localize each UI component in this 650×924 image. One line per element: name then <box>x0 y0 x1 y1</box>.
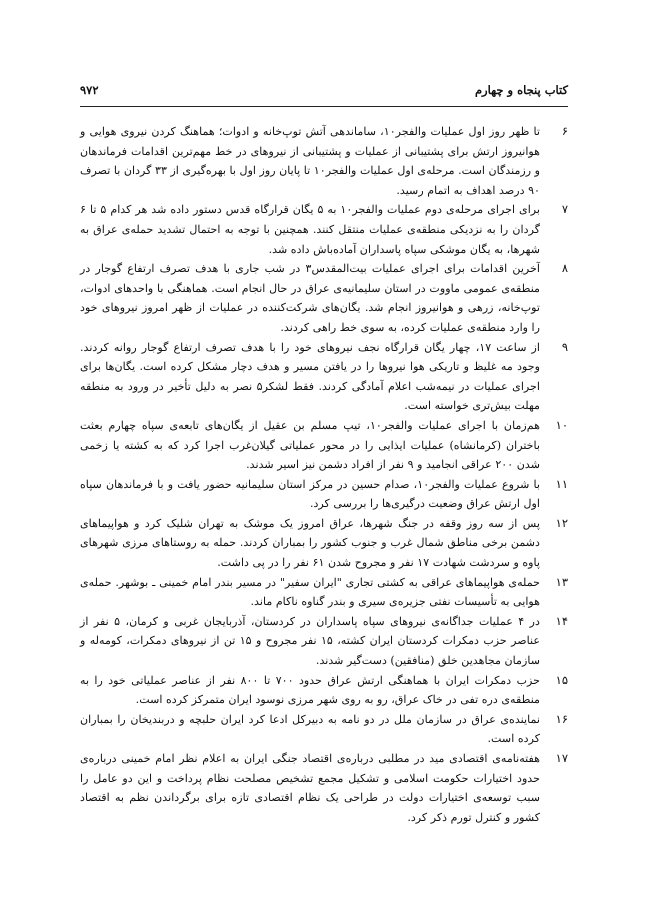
note-number: ۱۷ <box>555 751 568 765</box>
note-number: ۸ <box>561 261 568 276</box>
note-7 <box>80 200 568 259</box>
note-text: حمله‌ی هواپیماهای عراقی به کشتی تجاری "ایران سفیر" در مسیر بندر امام خمینی ـ بوشهر. حمله‌ی هوایی به تأسیسات نفتی جزیره‌ی سیری و بندر گناوه ناکام ماند. <box>80 575 540 609</box>
note-11 <box>80 475 568 514</box>
note-text: تا ظهر روز اول عملیات والفجر۱۰، ساماندهی آتش توپ‌خانه و ادوات؛ هماهنگ کردن نیروی هوایی و هوانیروز ارتش برای پشتیبانی از عملیات و پشتیبانی از نیروهای در خط مهم‌ترین اقدامات فرماندهان و رزمندگان است. مرحله‌ی اول عملیات والفجر۱۰ تا پایان روز اول با بهره‌گیری از ۳۳ گردان با تصرف ۹۰ درصد اهداف به اتمام رسید. <box>80 125 541 197</box>
note-number: ۱۵ <box>555 672 568 687</box>
note-number: ۱۲ <box>555 515 568 530</box>
note-17 <box>80 749 568 827</box>
note-text: نماینده‌ی عراق در سازمان ملل در دو نامه به دبیرکل ادعا کرد ایران حلبچه و دربندیخان را بمباران کرده است. <box>80 712 540 746</box>
note-10 <box>80 416 568 475</box>
note-number: ۷ <box>561 202 568 217</box>
note-text: هم‌زمان با اجرای عملیات والفجر۱۰، تیپ مسلم بن عقیل از یگان‌های تابعه‌ی سپاه چهارم بعثت باختران (کرمانشاه) عملیات ایذایی را در محور عملیاتی گیلان‌غرب اجرا کرد که به کشته یا زخمی شدن ۲۰۰ عراقی انجامید و ۹ نفر از افراد دشمن نیز اسیر شدند. <box>80 418 540 472</box>
page-number: ۹۷۲ <box>80 83 99 97</box>
note-number: ۹ <box>561 339 568 354</box>
note-number: ۶ <box>561 124 568 138</box>
note-text: هفته‌نامه‌ی اقتصادی مید در مطلبی درباره‌ی اقتصاد جنگی ایران به اعلام نظر امام خمینی درباره‌ی حدود اختیارات حکومت اسلامی و تشکیل مجمع تشخیص مصلحت نظام پرداخت و این دو عامل را سبب توسعه‌ی اختیارات دولت در طراحی یک نظام اقتصادی تازه برای برگرداندن نظم به اقتصاد کشور و کنترل تورم ذکر کرد. <box>80 752 540 824</box>
note-text: حزب دمکرات ایران با هماهنگی ارتش عراق حدود ۷۰۰ تا ۸۰۰ نفر از عناصر عملیاتی خود را به منطقه‌ی دره تفی در خاک عراق، رو به روی شهر مرزی نوسود ایران متمرکز کرده است. <box>80 673 540 707</box>
note-15 <box>80 671 568 710</box>
note-text: پس از سه روز وقفه در جنگ شهرها، عراق امروز یک موشک به تهران شلیک کرد و هواپیماهای دشمن برخی مناطق شمال غرب و جنوب کشور را بمباران کردند. حمله به روستاهای مرزی شهرهای پاوه و سردشت شهادت ۱۷ نفر و مجروح شدن ۶۱ نفر را در پی داشت. <box>80 516 540 570</box>
note-12 <box>80 514 568 573</box>
note-text: در ۴ عملیات جداگانه‌ی نیروهای سپاه پاسداران در کردستان، آذربایجان غربی و کرمان، ۵ نفر از عناصر حزب دمکرات کردستان ایران کشته، ۱۵ نفر مجروح و ۱۵ تن از نیروهای دمکرات، کومه‌له و سازمان مجاهدین خلق (منافقین) دست‌گیر شدند. <box>80 614 540 668</box>
note-13 <box>80 573 568 612</box>
page-header <box>80 80 568 100</box>
note-number: ۱۴ <box>555 613 568 628</box>
note-8 <box>80 259 568 337</box>
note-14 <box>80 612 568 671</box>
note-number: ۱۱ <box>555 476 568 491</box>
note-text: از ساعت ۱۷، چهار یگان قرارگاه نجف نیروهای خود را با هدف تصرف ارتفاع گوجار روانه کردند. وجود مه غلیظ و تاریکی هوا نیروها را در یافتن مسیر و هدف دچار مشکل کرده است. یگان‌ها برای اجرای عملیات در نیمه‌شب اعلام آمادگی کردند. فقط لشکر۵ نصر به دلیل تأخیر در ورود به منطقه مهلت بیش‌تری خواسته است. <box>80 340 540 413</box>
notes-list <box>80 122 568 827</box>
note-16 <box>80 710 568 749</box>
note-text: با شروع عملیات والفجر۱۰، صدام حسین در مرکز استان سلیمانیه حضور یافت و با فرماندهان سپاه اول ارتش عراق وضعیت درگیری‌ها را بررسی کرد. <box>80 477 540 511</box>
note-number: ۱۶ <box>555 711 568 726</box>
note-number: ۱۰ <box>555 417 568 432</box>
note-text: آخرین اقدامات برای اجرای عملیات بیت‌المقدس۳ در شب جاری با هدف تصرف ارتفاع گوجار در منطقه‌ی عمومی ماووت در استان سلیمانیه‌ی عراق در حال انجام است. هماهنگی با واحدهای ادوات، توپ‌خانه، زرهی و هوانیروز انجام شد. یگان‌های شرکت‌کننده در عملیات از ظهر امروز نیروهای خود را وارد منطقه‌ی عملیات کرده، به سوی خط راهی کردند. <box>80 262 540 334</box>
note-text: برای اجرای مرحله‌ی دوم عملیات والفجر۱۰ به ۵ یگان قرارگاه قدس دستور داده شد هر کدام ۵ تا ۶ گردان را به نزدیکی منطقه‌ی عملیات منتقل کنند. همچنین با توجه به احتمال تشدید حمله‌ی عراق به شهرها، به یگان موشکی سپاه پاسداران آماده‌باش داده شد. <box>80 203 540 256</box>
note-number: ۱۳ <box>555 574 568 589</box>
book-title: کتاب پنجاه و چهارم <box>474 83 568 97</box>
note-6 <box>80 122 568 200</box>
note-9 <box>80 338 568 416</box>
header-rule <box>80 106 568 107</box>
